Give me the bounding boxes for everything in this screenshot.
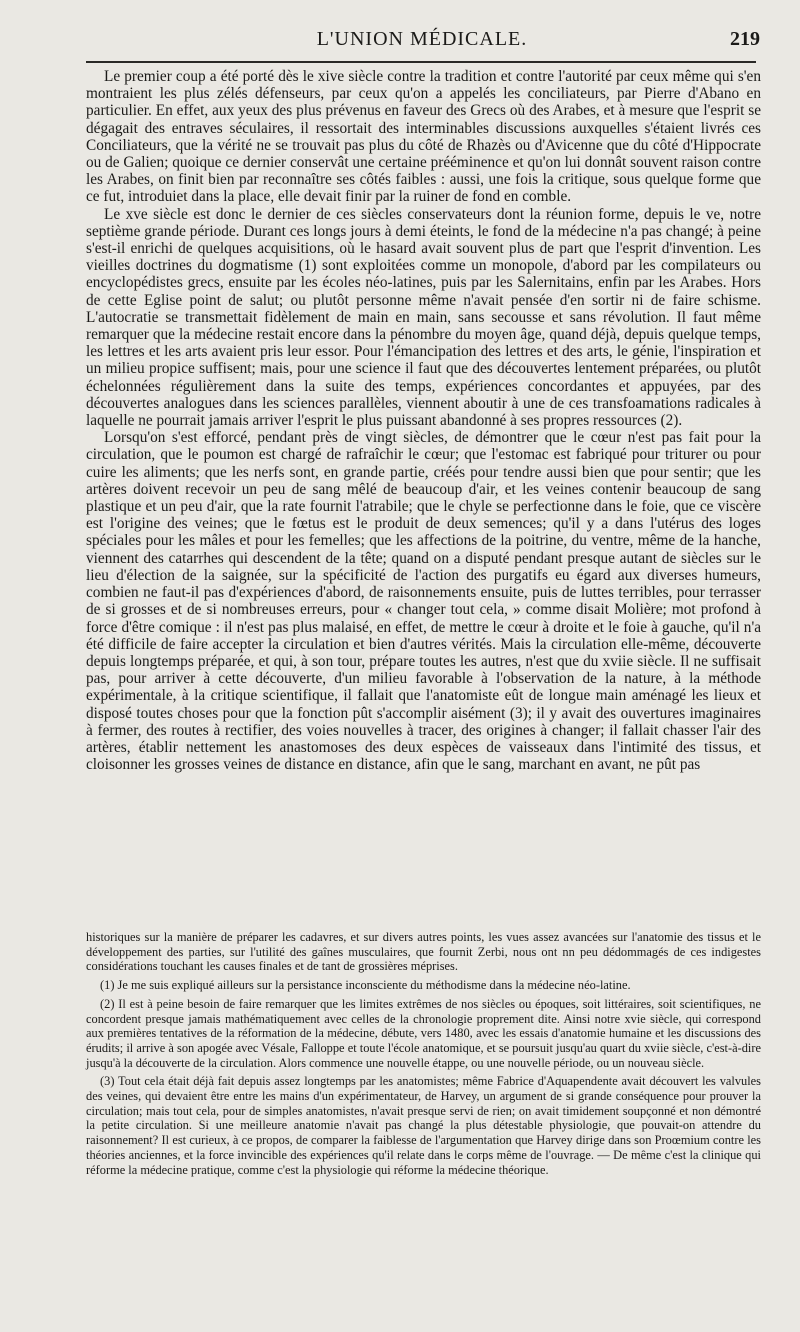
header-rule	[86, 61, 756, 63]
running-header	[84, 28, 760, 52]
footnote-continuation: historiques sur la manière de préparer les cadavres, et sur divers autres points, les vues assez avancées sur l'anatomie des tissus et le développement des parties, sur l'utilité des gaînes musculaires, que fournit Zerbi, nous ont nn peu dédommagés de ces indigestes considérations touchant les causes finales et de tant de grossières méprises.	[86, 930, 761, 974]
footnote-3: (3) Tout cela était déjà fait depuis assez longtemps par les anatomistes; même Fabrice d'Aquapendente avait découvert les valvules des veines, qui devaient être entre les mains d'un expérimentateur, de Harvey, un argument de si grande conséquence pour prouver la circulation; mais tout cela, pour de simples anatomistes, n'avait presque servi de rien; on avait timidement soupçonné et non démontré la petite circulation. Si une meilleure anatomie n'avait pas changé la plus détestable physiologie, que pouvait-on attendre du raisonnement? Il est curieux, à ce propos, de comparer la faiblesse de l'argumentation que Harvey dirige dans son Proœmium contre les théories anciennes, et la force invincible des expériences qu'il relate dans le corps même de l'ouvrage. — De même c'est la clinique qui réforme la médecine pratique, comme c'est la physiologie qui réforme la médecine théorique.	[86, 1074, 761, 1177]
paragraph-1: Le premier coup a été porté dès le xive siècle contre la tradition et contre l'autorité par ceux même qui s'en montraient les plus zélés défenseurs, par ceux qu'on a appelés les conciliateurs, par Pierre d'Abano en particulier. En effet, aux yeux des plus prévenus en faveur des Grecs où des Arabes, et à mesure que l'esprit se dégagait des entraves séculaires, il ressortait des interminables discussions auxquelles s'étaient livrés ces Conciliateurs, que la vérité ne se trouvait pas plus du côté de Rhazès ou d'Avicenne que du côté d'Hippocrate ou de Galien; quoique ce dernier conservât une certaine prééminence et qu'on lui donnât souvent raison contre les Arabes, on finit bien par reconnaître ses côtés faibles : aussi, une fois la critique, sous quelque forme que ce fut, introduiet dans la place, elle devait finir par la ruiner de fond en comble.	[86, 68, 761, 206]
journal-title: L'UNION MÉDICALE.	[316, 28, 528, 50]
footnote-2: (2) Il est à peine besoin de faire remarquer que les limites extrêmes de nos siècles ou époques, soit littéraires, soit scientifiques, ne concordent presque jamais mathématiquement avec celles de la chronologie proprement dite. Ainsi notre xvie siècle, qui correspond aux premières tentatives de la réformation de la médecine, débute, vers 1480, avec les essais d'anatomie humaine et les discussions des érudits; il arrive à son apogée avec Vésale, Falloppe et toute l'école anatomique, et se poursuit jusqu'au quart du xviie siècle, c'est-à-dire jusqu'à la découverte de la circulation. Alors commence une nouvelle étappe, ou une nouvelle période, ou un nouveau siècle.	[86, 996, 761, 1070]
footnotes	[86, 930, 761, 1181]
paragraph-3: Lorsqu'on s'est efforcé, pendant près de vingt siècles, de démontrer que le cœur n'est pas fait pour la circulation, que le poumon est chargé de rafraîchir le cœur; que l'estomac est fabriqué pour triturer ou pour cuire les aliments; que les nerfs sont, en grande partie, créés pour tendre aussi bien que pour sentir; que les artères doivent recevoir un peu de sang mêlé de beaucoup d'air, et les veines contenir beaucoup de sang plastique et un peu d'air, que la rate fournit l'atrabile; que le chyle se perfectionne dans le foie, que ce viscère est l'origine des veines; que le fœtus est le produit de deux semences; qu'il y a dans l'utérus des loges spéciales pour les mâles et pour les femelles; que les affections de la poitrine, du ventre, même de la hanche, viennent des catarrhes qui descendent de la tête; quand on a disputé pendant presque autant de siècles sur le lieu d'élection de la saignée, sur la spécificité de l'action des purgatifs eu égard aux diverses humeurs, combien ne faut-il pas d'expériences d'abord, de raisonnements ensuite, puis de luttes terribles, pour terrasser de si grosses et de si nombreuses erreurs, pour « changer tout cela, » comme disait Molière; mot profond à force d'être comique : il n'est pas plus malaisé, en effet, de mettre le cœur à droite et le foie à gauche, qu'il n'a été difficile de faire accepter la circulation et bien d'autres vérités. Mais la circulation elle-même, découverte depuis longtemps préparée, et qui, à son tour, prépare toutes les autres, n'est que du xviie siècle. Il ne suffisait pas, pour arriver à cette découverte, d'un milieu favorable à l'observation de la nature, à la méthode expérimentale, à la critique scientifique, il fallait que l'anatomiste eût de longue main aménagé les lieux et disposé toutes choses pour que la fonction pût s'accomplir aisément (3); il y avait des ouvertures imaginaires à fermer, des routes à rectifier, des voies nouvelles à tracer, des origines à changer; il fallait chasser l'air des artères, établir nettement les anastomoses des deux espèces de vaisseaux dans l'intimité des tissus, et cloisonner les grosses veines de distance en distance, afin que le sang, marchant en avant, ne pût pas	[86, 429, 761, 774]
paragraph-2: Le xve siècle est donc le dernier de ces siècles conservateurs dont la réunion forme, depuis le ve, notre septième grande période. Durant ces longs jours à demi éteints, le fond de la médecine n'a pas changé; à peine s'est-il enrichi de quelques acquisitions, où le hasard avait souvent plus de part que l'esprit d'invention. Les vieilles doctrines du dogmatisme (1) sont exploitées comme un monopole, d'abord par les compilateurs ou encyclopédistes grecs, ensuite par les écoles néo-latines, puis par les Salernitains, enfin par les Arabes. Hors de cette Eglise point de salut; ou plutôt personne même n'avait pensée d'en sortir ni de faire schisme. L'autocratie se transmettait fidèlement de main en main, sans secousse et sans révolution. Il faut même remarquer que la médecine restait encore dans la pénombre du moyen âge, quand déjà, depuis quelque temps, les lettres et les arts avaient pris leur essor. Pour l'émancipation des lettres et des arts, le génie, l'inspiration et un milieu propice suffisent; mais, pour une science il faut que des découvertes lentement préparées, ou plutôt échelonnées régulièrement dans la suite des temps, expériences concordantes et appuyées, par des découvertes analogues dans les sciences parallèles, viennent aboutir à une de ces transfoamations radicales à laquelle ne pourrait jamais arriver l'esprit le plus puissant abandonné à ses propres ressources (2).	[86, 205, 761, 430]
main-text	[86, 68, 761, 773]
page-number: 219	[730, 28, 760, 50]
footnote-1: (1) Je me suis expliqué ailleurs sur la persistance inconsciente du méthodisme dans la médecine néo-latine.	[100, 978, 631, 993]
